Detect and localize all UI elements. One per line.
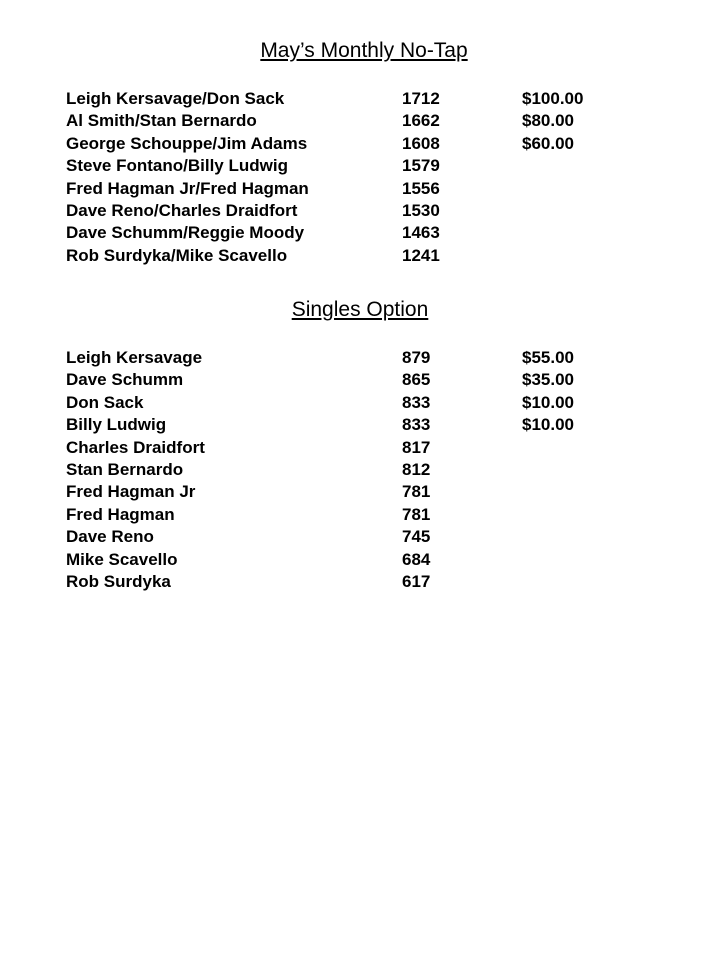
team-name: Steve Fontano/Billy Ludwig [66, 156, 288, 176]
bowler-score: 781 [402, 482, 431, 502]
team-name: Leigh Kersavage/Don Sack [66, 89, 285, 108]
singles-row [66, 459, 686, 481]
bowler-name: Leigh Kersavage [66, 348, 203, 367]
team-score: 1579 [402, 156, 440, 176]
singles-row [66, 549, 686, 571]
bowler-name: Stan Bernardo [66, 459, 184, 479]
singles-row [66, 526, 686, 548]
singles-row [66, 437, 686, 459]
singles-row [66, 481, 686, 503]
bowler-score: 833 [402, 415, 431, 435]
singles-row [66, 369, 686, 391]
bowler-name: Dave Reno [66, 527, 154, 547]
bowler-score: 817 [402, 437, 431, 457]
bowler-prize: $10.00 [522, 415, 574, 435]
team-prize: $100.00 [522, 89, 584, 108]
team-name: George Schouppe/Jim Adams [66, 133, 308, 153]
bowler-name: Charles Draidfort [66, 437, 205, 457]
team-score: 1712 [402, 89, 440, 108]
bowler-name: Billy Ludwig [66, 415, 167, 435]
team-prize: $80.00 [522, 111, 574, 131]
team-score: 1556 [402, 178, 440, 198]
bowler-score: 879 [402, 348, 431, 367]
team-name: Dave Reno/Charles Draidfort [66, 200, 298, 220]
doubles-row [66, 110, 686, 132]
doubles-row [66, 178, 686, 200]
bowler-name: Mike Scavello [66, 549, 178, 569]
team-score: 1608 [402, 133, 440, 153]
team-score: 1241 [402, 245, 440, 265]
doubles-row [66, 245, 686, 267]
doubles-results-list [66, 88, 686, 267]
team-name: Dave Schumm/Reggie Moody [66, 223, 305, 243]
singles-results-list [66, 347, 686, 593]
bowler-score: 781 [402, 504, 431, 524]
doubles-row [66, 200, 686, 222]
bowler-name: Dave Schumm [66, 370, 184, 390]
bowler-score: 865 [402, 370, 431, 390]
bowler-prize: $35.00 [522, 370, 574, 390]
bowler-score: 617 [402, 571, 431, 591]
doubles-row [66, 155, 686, 177]
singles-row [66, 504, 686, 526]
singles-row [66, 392, 686, 414]
team-score: 1530 [402, 200, 440, 220]
team-name: Fred Hagman Jr/Fred Hagman [66, 178, 309, 198]
team-name: Al Smith/Stan Bernardo [66, 111, 257, 131]
team-name: Rob Surdyka/Mike Scavello [66, 245, 288, 265]
doubles-row [66, 88, 686, 110]
doubles-title: May’s Monthly No-Tap [260, 39, 468, 62]
singles-title: Singles Option [291, 298, 429, 321]
singles-row [66, 571, 686, 593]
bowler-score: 745 [402, 527, 431, 547]
bowler-name: Don Sack [66, 392, 144, 412]
singles-row [66, 414, 686, 436]
doubles-row [66, 133, 686, 155]
team-score: 1662 [402, 111, 440, 131]
bowler-name: Rob Surdyka [66, 571, 171, 591]
bowler-score: 812 [402, 459, 431, 479]
singles-row [66, 347, 686, 369]
team-score: 1463 [402, 223, 440, 243]
bowler-score: 684 [402, 549, 431, 569]
bowler-score: 833 [402, 392, 431, 412]
bowler-prize: $10.00 [522, 392, 574, 412]
doubles-row [66, 222, 686, 244]
bowler-prize: $55.00 [522, 348, 574, 367]
bowler-name: Fred Hagman [66, 504, 175, 524]
bowler-name: Fred Hagman Jr [66, 482, 196, 502]
team-prize: $60.00 [522, 133, 574, 153]
